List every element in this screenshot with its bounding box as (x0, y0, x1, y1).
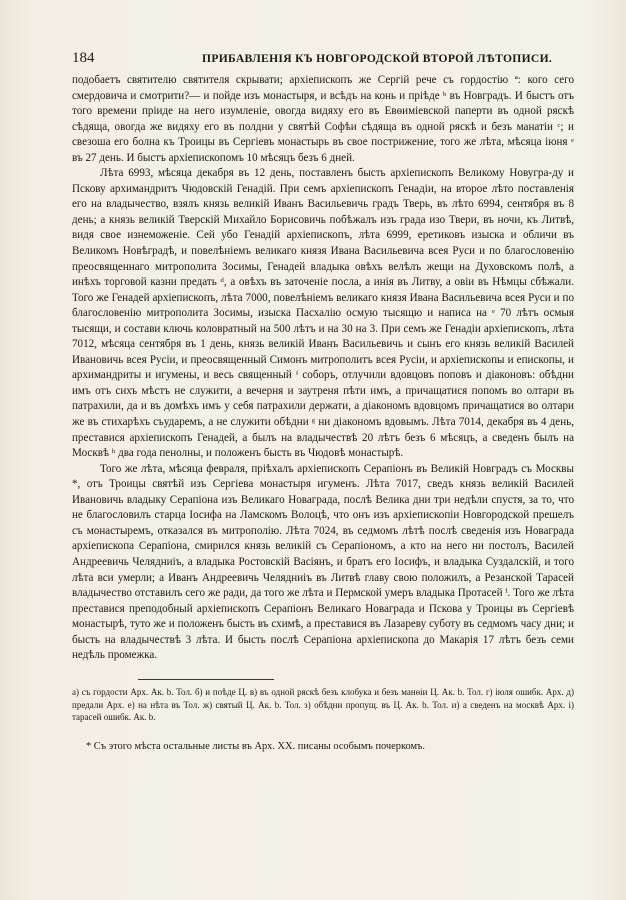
paragraph: подобаетъ святителю святителя скрывати; архіепископъ же Сергій рече съ гордостію ª: кого сего смердовича и смотрити?— и пойде изъ монастыря, и всѣдъ на конь и пріѣде ᵇ въ Новгрaдъ. И быстъ отъ того времени пріиде на него изумленіе, овогда видяху его въ Евѳиміевской паперти въ одной ряскѣ сѣдяща, овогда же видяху его въ полдни у святѣй Софѣи сѣдяща въ одной ряскѣ и безъ манатіи ᶜ; и свезоша его болна къ Троицы въ Сергіевъ монастырь въ свое пострижение, того же лѣта, мѣсяца іюня ᵉ въ 27 день. И быстъ архіепископомъ 10 мѣсяцъ безъ 6 дней. (72, 74, 574, 164)
page-number: 184 (72, 50, 95, 66)
running-title: ПРИБАВЛЕНІЯ КЪ НОВГОРОДСКОЙ ВТОРОЙ ЛѢТОПИСИ. (202, 52, 553, 65)
page-header (72, 50, 572, 68)
paragraph: Того же лѣта, мѣсяца февраля, пріѣхалъ архіепископъ Серапіонъ въ Великій Новградъ съ Москвы *, отъ Троицы святѣй изъ Сергіева монастыря игуменъ. Лѣта 7017, сведъ князь великій Василей Ивановичь владыку Серапіона изъ Великаго Новаграда, послѣ Велика дни три недѣли спустя, за то, что не благословилъ старца Іосифа на Ламскомъ Волоцѣ, что онъ изъ архіепископіи Новгородской прешелъ съ монастыремъ, отказался въ митрополію. Лѣта 7024, въ седмомъ лѣтѣ послѣ сведенія изъ Новаграда архіепископа Серапіона, смирился князь великій съ Серапіономъ, а кто на него ни постолъ, Василей Андреевичь Челядниіъ, а владыка Ростовскій Васіянъ, и братъ его Іосифъ, и владыка Суздалскій, и того лѣта вси умерли; а Иванъ Андреевичь Челядниіъ въ Литвѣ главу свою положилъ, а Резанской Тарасей владычество отставилъ сего же ради, да того же лѣта и Пермской умеръ владыка Протасей ⁱ. Того же лѣта преставися преподобный архіепископъ Серапіонъ Великаго Новаграда и Пскова у Троицы въ Сергіевѣ монастырѣ, туто же и положенъ бысть въ схимѣ, а преставися въ Лазареву суботу въ седмомъ часу дни; и бысть на владычествѣ 3 лѣта. И бысть послѣ Серапіона архіепископа до Макарія 17 лѣтъ безъ семи недѣль промежка. (72, 462, 574, 662)
main-text (72, 73, 574, 664)
footnotes: a) съ гордости Арх. Ак. b. Тол. б) и поѣде Ц. в) въ одной ряскѣ безъ клобука и безъ манѳіи Ц. Ак. b. Тол. г) іюля ошибк. Арх. д) предали Арх. е) на нѣта въ Тол. ж) святый Ц. Ак. b. Тол. з) обѣдни пропущ. въ Ц. Ак. b. Тол. и) а сведенъ на москвѣ Арх. і) тарасей ошибк. Ак. b. (72, 687, 574, 723)
paragraph: Лѣта 6993, мѣсяца декабря въ 12 день, поставленъ бысть архіепископъ Великому Новугра-ду и Пскову архимандритъ Чюдовскій Генадій. При семъ архіепископъ Генадіи, на второе лѣто поставленія его на владычество, взялъ князь великій Иванъ Васильевичь градъ Тверь, въ лѣто 6994, сентября въ 8 день; а князь великій Тверскій Михайло Борисовичь побѣжалъ изъ града изо Твери, въ ночи, къ Литвѣ, видя свое изнеможеніе. Сей убо Генадій архіепископъ, лѣта 6999, еретиковъ изыска и обличи въ Великомъ Новѣградѣ, и повелѣніемъ великаго князя Ивана Васильевича всея Руси и по благословенію преосвященнаго митрополита Зосимы, Генадей владыка овѣхъ велѣлъ жещи на Духовскомъ полѣ, а инѣхъ торговой казни предать ᵈ, а овѣхъ въ заточеніе посла, а инія въ Литву, а овіи въ Нѣмцы сбѣжали. Того же Генадей архіепископъ, лѣта 7000, повелѣніемъ великаго князя Ивана Васильевича всея Руси и по благословенію митрополита Зосимы, изыска Пасхалію осмую тысящю и написа на ᵉ 70 лѣтъ осмыя тысящи, и состави ключь коловратный на 500 лѣтъ и на 30 на 3. При семъ же Генадіи архіепископъ, лѣта 7012, мѣсяца сентября въ 1 день, князь великій Иванъ Васильевичь и сынъ его князь великій Василей Ивановичь всея Русіи, и преосвященный Симонъ митрополитъ всея Русіи, и архіепископы и епископы, и архимандриты и игумены, и весь священный ᶠ соборъ, отлучили вдовцовъ поповъ и діаконовъ: обѣдни имъ отъ сихъ мѣстъ не служити, а вечерня и заутреня пѣти имъ, а причащатися попомъ во олтари въ патрахили, да и въ домѣхъ имъ у себя патрахили держати, а діакономъ вдовцомъ причащатися во олтари же въ стихарѣхъ съударемъ, а не служити обѣдни ᵍ ни діакономъ вдовымъ. Лѣта 7014, декабря въ 4 день, преставися архіепископъ Генадей, а былъ на владычествѣ 20 лѣтъ безъ 6 мѣсяцъ, а сведенъ былъ на Москвѣ ʰ два года пенолны, и положенъ бысть въ Чюдовѣ монастырѣ. (72, 167, 574, 460)
star-note: * Съ этого мѣста остальные листы въ Арх. XX. писаны особымъ почеркомъ. (86, 741, 426, 752)
footnote-divider (138, 679, 274, 680)
